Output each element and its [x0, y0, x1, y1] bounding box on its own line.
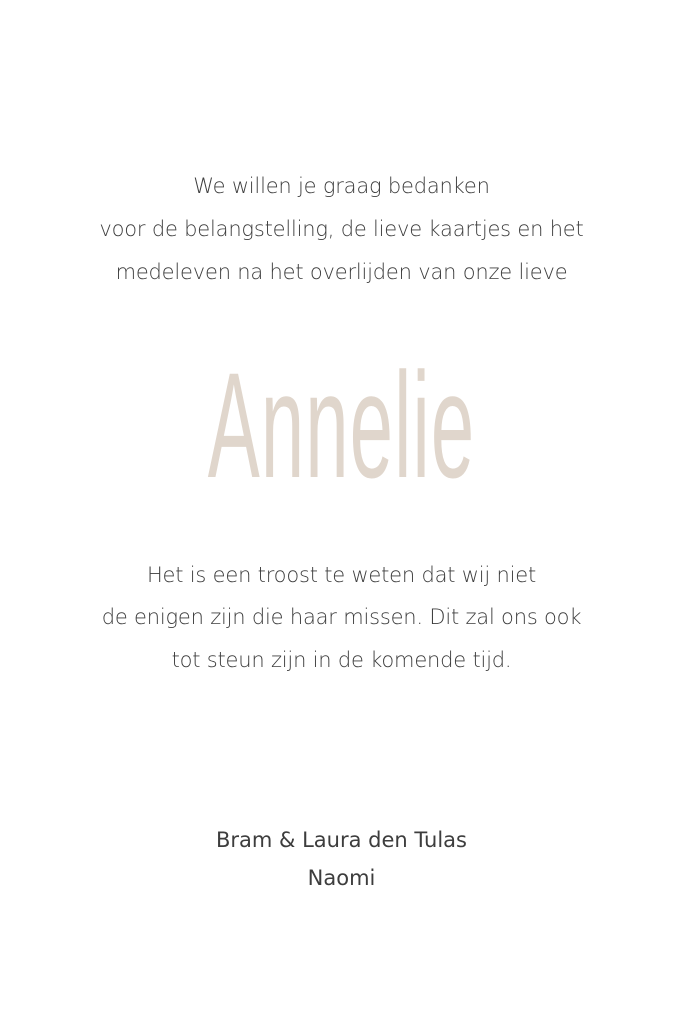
message-line-3: tot steun zijn in de komende tijd.	[171, 648, 512, 672]
deceased-name: Annelie	[207, 341, 476, 509]
intro-line-3: medeleven na het overlijden van onze lieve	[115, 260, 568, 284]
message-line-1: Het is een troost te weten dat wij niet	[146, 563, 537, 587]
intro-line-2: voor de belangstelling, de lieve kaartjes en het	[99, 217, 584, 241]
message-line-2: de enigen zijn die haar missen. Dit zal ons ook	[101, 605, 582, 629]
signature-child: Naomi	[307, 866, 376, 890]
intro-line-1: We willen je graag bedanken	[193, 174, 490, 198]
signature-names: Bram & Laura den Tulas	[216, 828, 467, 852]
